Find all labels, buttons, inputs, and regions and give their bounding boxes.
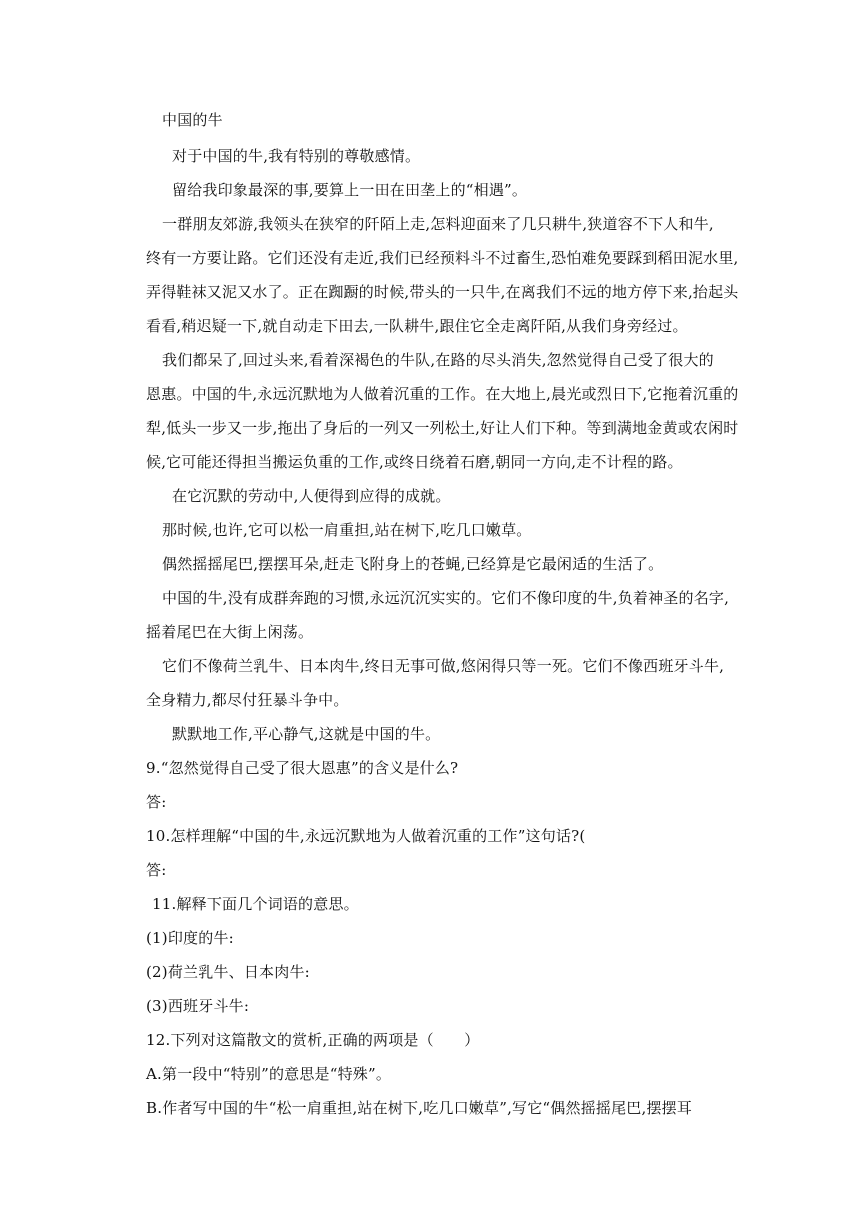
article-line: 它们不像荷兰乳牛、日本肉牛,终日无事可做,悠闲得只等一死。它们不像西班牙斗牛, — [162, 657, 725, 675]
article-line: 对于中国的牛,我有特别的尊敬感情。 — [172, 147, 421, 165]
question-12: 12.下列对这篇散文的赏析,正确的两项是（ ） — [146, 1031, 480, 1049]
answer-9-label: 答: — [146, 793, 167, 811]
article-line: 全身精力,都尽付狂暴斗争中。 — [146, 691, 349, 709]
question-11-item: (3)西班牙斗牛: — [146, 997, 250, 1015]
article-line: 一群朋友郊游,我领头在狭窄的阡陌上走,怎料迎面来了几只耕牛,狭道容不下人和牛, — [162, 215, 714, 233]
article-line: 在它沉默的劳动中,人便得到应得的成就。 — [172, 487, 451, 505]
article-line: 看看,稍迟疑一下,就自动走下田去,一队耕牛,跟住它全走离阡陌,从我们身旁经过。 — [146, 317, 688, 335]
article-line: 那时候,也许,它可以松一肩重担,站在树下,吃几口嫩草。 — [162, 521, 532, 539]
article-line: 犁,低头一步又一步,拖出了身后的一列又一列松土,好让人们下种。等到满地金黄或农闲时 — [146, 419, 739, 437]
article-line: 偶然摇摇尾巴,摆摆耳朵,赶走飞附身上的苍蝇,已经算是它最闲适的生活了。 — [162, 555, 664, 573]
article-line: 候,它可能还得担当搬运负重的工作,或终日绕着石磨,朝同一方向,走不计程的路。 — [146, 453, 683, 471]
article-line: 恩惠。中国的牛,永远沉默地为人做着沉重的工作。在大地上,晨光或烈日下,它拖着沉重的 — [146, 385, 739, 403]
article-line: 中国的牛,没有成群奔跑的习惯,永远沉沉实实的。它们不像印度的牛,负着神圣的名字, — [162, 589, 730, 607]
article-line: 摇着尾巴在大街上闲荡。 — [146, 623, 314, 641]
question-11-item: (2)荷兰乳牛、日本肉牛: — [146, 963, 310, 981]
question-11: 11.解释下面几个词语的意思。 — [152, 895, 359, 913]
article-line: 留给我印象最深的事,要算上一田在田垄上的“相遇”。 — [172, 181, 528, 199]
question-12-option-a: A.第一段中“特别”的意思是“特殊”。 — [146, 1065, 392, 1083]
article-line: 弄得鞋袜又泥又水了。正在踟蹰的时候,带头的一只牛,在离我们不远的地方停下来,抬起头 — [146, 283, 739, 301]
question-12-option-b: B.作者写中国的牛“松一肩重担,站在树下,吃几口嫩草”,写它“偶然摇摇尾巴,摆摆耳 — [146, 1099, 693, 1117]
question-10: 10.怎样理解“中国的牛,永远沉默地为人做着沉重的工作”这句话?( — [146, 827, 586, 845]
article-title: 中国的牛 — [162, 111, 223, 129]
question-9: 9.“忽然觉得自己受了很大恩惠”的含义是什么? — [146, 759, 459, 777]
answer-10-label: 答: — [146, 861, 167, 879]
question-11-item: (1)印度的牛: — [146, 929, 234, 947]
article-line: 终有一方要让路。它们还没有走近,我们已经预料斗不过畜生,恐怕难免要踩到稻田泥水里, — [146, 249, 739, 267]
article-line: 默默地工作,平心静气,这就是中国的牛。 — [172, 725, 441, 743]
article-line: 我们都呆了,回过头来,看着深褐色的牛队,在路的尽头消失,忽然觉得自己受了很大的 — [162, 351, 714, 369]
